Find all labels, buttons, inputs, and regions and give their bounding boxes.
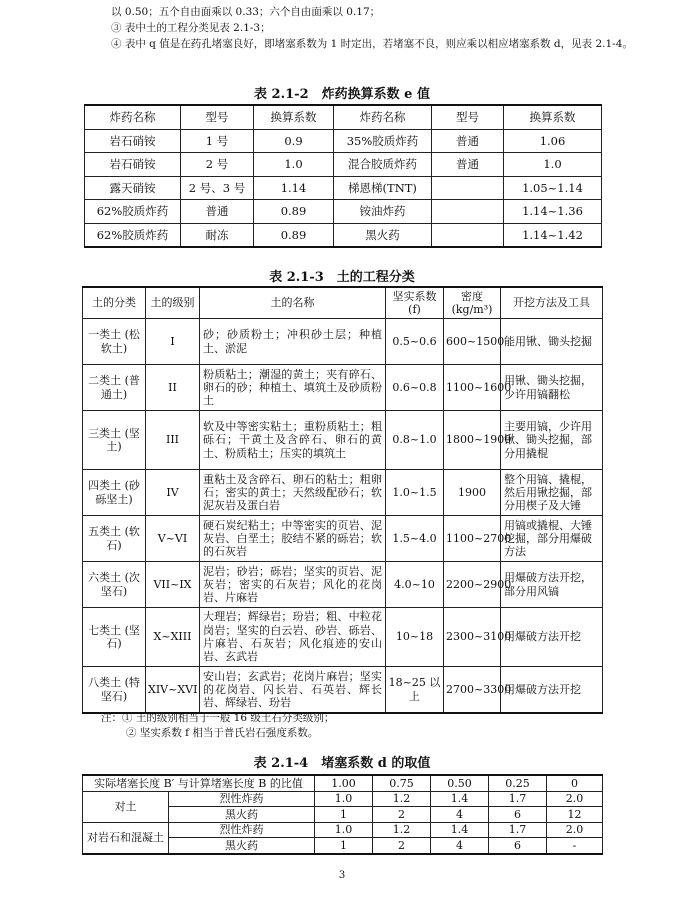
- table-cell: 三类土 (坚土): [83, 411, 146, 470]
- table-row: [83, 822, 603, 838]
- table-2-1-3-note-1: 注：① 土的级别相当于一般 16 级土石分类级别；: [101, 712, 335, 724]
- table-cell: 1800~1900: [444, 411, 501, 470]
- table-2-1-3-note-2: ② 坚实系数 f 相当于普氏岩石强度系数。: [126, 727, 319, 739]
- table-cell: 四类土 (砂砾坚土): [83, 470, 146, 516]
- table-cell: 能用锹、锄头挖掘: [501, 319, 603, 365]
- table-cell: 2: [373, 807, 431, 823]
- table-cell: 1.5~4.0: [386, 516, 444, 562]
- table-cell: 1.05~1.14: [504, 176, 602, 200]
- column-header: 开挖方法及工具: [501, 287, 603, 319]
- table-row: [83, 365, 603, 411]
- table-cell: II: [146, 365, 200, 411]
- table-row: [85, 129, 602, 153]
- table-cell: [432, 223, 504, 247]
- table-row: [85, 153, 602, 177]
- ratio-header: 0: [547, 775, 603, 791]
- table-cell: 梯恩梯(TNT): [334, 176, 432, 200]
- table-header-row: [83, 775, 603, 791]
- table-cell: 黑火药: [334, 223, 432, 247]
- table-cell: 10~18: [386, 608, 444, 667]
- table-cell: 0.89: [254, 200, 334, 224]
- table-cell: 1.7: [489, 822, 547, 838]
- table-cell: 粉质粘土；潮湿的黄土；夹有碎石、卵石的砂；种植土、填筑土及砂质粉土: [200, 365, 386, 411]
- table-cell: 普通: [432, 153, 504, 177]
- column-header: 密度 (kg/m³): [444, 287, 501, 319]
- table-cell: VII~IX: [146, 562, 200, 608]
- table-header-row: [83, 287, 603, 319]
- table-cell: 用爆破方法开挖，部分用风镐: [501, 562, 603, 608]
- table-cell: 大理岩；辉绿岩；玢岩；粗、中粒花岗岩；坚实的白云岩、砂岩、砾岩、片麻岩、石灰岩；风化痕迹的安山岩、玄武岩: [200, 608, 386, 667]
- table-row: [83, 319, 603, 365]
- table-header-row: [85, 105, 602, 129]
- table-cell: 1.14: [254, 176, 334, 200]
- table-cell: 1100~2700: [444, 516, 501, 562]
- table-cell: [432, 176, 504, 200]
- ratio-header: 0.75: [373, 775, 431, 791]
- table-cell: 1.2: [373, 822, 431, 838]
- table-cell: 用镐或撬棍、大锤挖掘，部分用爆破方法: [501, 516, 603, 562]
- table-cell: 0.9: [254, 129, 334, 153]
- table-cell: V~VI: [146, 516, 200, 562]
- table-cell: 12: [547, 807, 603, 823]
- ratio-header: 1.00: [315, 775, 373, 791]
- table-cell: 2300~3100: [444, 608, 501, 667]
- column-header: 炸药名称: [334, 105, 432, 129]
- column-header: 土的分类: [83, 287, 146, 319]
- stemming-coefficient-table: [82, 774, 603, 855]
- table-row: [83, 470, 603, 516]
- table-cell: 2200~2900: [444, 562, 501, 608]
- table-cell: XIV~XVI: [146, 667, 200, 714]
- table-cell: 0.8~1.0: [386, 411, 444, 470]
- table-cell: 八类土 (特坚石): [83, 667, 146, 714]
- ratio-header: 0.50: [431, 775, 489, 791]
- table-cell: 铵油炸药: [334, 200, 432, 224]
- table-cell: 4.0~10: [386, 562, 444, 608]
- table-cell: 1.4: [431, 791, 489, 807]
- table-cell: 软及中等密实粘土；重粉质粘土；粗砾石；干黄土及含碎石、卵石的黄土、粉质粘土；压实的填筑土: [200, 411, 386, 470]
- table-2-1-4-caption: 表 2.1-4 堵塞系数 d 的取值: [253, 756, 431, 771]
- table-cell: 1.7: [489, 791, 547, 807]
- table-cell: 砂；砂质粉土；冲积砂土层；种植土、淤泥: [200, 319, 386, 365]
- table-cell: 重粘土及含碎石、卵石的粘土；粗卵石；密实的黄土；天然级配砂石；软泥灰岩及蛋白岩: [200, 470, 386, 516]
- explosive-type: 黑火药: [169, 807, 315, 823]
- table-row: [83, 516, 603, 562]
- table-cell: 用爆破方法开挖: [501, 667, 603, 714]
- column-header: 土的名称: [200, 287, 386, 319]
- soil-classification-table: [82, 286, 603, 714]
- explosive-type: 烈性炸药: [169, 791, 315, 807]
- table-cell: 1900: [444, 470, 501, 516]
- table-cell: 1.14~1.36: [504, 200, 602, 224]
- table-row: [85, 176, 602, 200]
- table-cell: 0.89: [254, 223, 334, 247]
- table-cell: 1.06: [504, 129, 602, 153]
- column-header: 换算系数: [504, 105, 602, 129]
- table-2-1-2-caption: 表 2.1-2 炸药换算系数 e 值: [254, 87, 430, 102]
- table-cell: X~XIII: [146, 608, 200, 667]
- table-cell: 6: [489, 807, 547, 823]
- table-row: [83, 667, 603, 714]
- table-cell: 4: [431, 838, 489, 854]
- table-cell: 主要用镐，少许用锹、锄头挖掘，部分用撬棍: [501, 411, 603, 470]
- table-cell: 硬石炭纪粘土；中等密实的页岩、泥灰岩、白垩土；胶结不紧的砾岩；软的石灰岩: [200, 516, 386, 562]
- ratio-header: 0.25: [489, 775, 547, 791]
- table-cell: 2700~3300: [444, 667, 501, 714]
- table-cell: 0.5~0.6: [386, 319, 444, 365]
- column-header: 炸药名称: [85, 105, 181, 129]
- table-cell: 600~1500: [444, 319, 501, 365]
- table-cell: 岩石硝铵: [85, 129, 181, 153]
- table-cell: 62%胶质炸药: [85, 223, 181, 247]
- table-cell: 35%胶质炸药: [334, 129, 432, 153]
- group-label: 对土: [83, 791, 169, 822]
- table-cell: 1.0: [315, 791, 373, 807]
- table-row: [85, 200, 602, 224]
- table-row: [83, 791, 603, 807]
- table-row: [83, 562, 603, 608]
- table-cell: 18~25 以上: [386, 667, 444, 714]
- table-cell: IV: [146, 470, 200, 516]
- intro-note-2: ③ 表中土的工程分类见表 2.1-3；: [111, 22, 271, 34]
- table-row: [83, 608, 603, 667]
- table-cell: 混合胶质炸药: [334, 153, 432, 177]
- intro-note-3: ④ 表中 q 值是在药孔堵塞良好，即堵塞系数为 1 时定出，若堵塞不良，则应乘以相应堵塞系数 d，见表 2.1-4。: [111, 38, 633, 50]
- table-cell: 1100~1600: [444, 365, 501, 411]
- table-cell: 2: [373, 838, 431, 854]
- table-cell: 整个用镐、撬棍，然后用锹挖掘，部分用楔子及大锤: [501, 470, 603, 516]
- table-cell: 4: [431, 807, 489, 823]
- intro-note-1: 以 0.50；五个自由面乘以 0.33；六个自由面乘以 0.17；: [111, 6, 381, 18]
- table-cell: 62%胶质炸药: [85, 200, 181, 224]
- table-cell: III: [146, 411, 200, 470]
- column-header: 型号: [181, 105, 254, 129]
- column-header: 土的级别: [146, 287, 200, 319]
- table-cell: 1: [315, 838, 373, 854]
- table-cell: 岩石硝铵: [85, 153, 181, 177]
- table-cell: 耐冻: [181, 223, 254, 247]
- table-cell: 1 号: [181, 129, 254, 153]
- table-cell: 2 号: [181, 153, 254, 177]
- column-header: 型号: [432, 105, 504, 129]
- explosive-type: 烈性炸药: [169, 822, 315, 838]
- page-number: 3: [338, 870, 346, 881]
- table-cell: 七类土 (坚石): [83, 608, 146, 667]
- table-cell: 泥岩；砂岩；砾岩；坚实的页岩、泥灰岩；密实的石灰岩；风化的花岗岩、片麻岩: [200, 562, 386, 608]
- table-cell: 五类土 (软石): [83, 516, 146, 562]
- table-cell: 1.0~1.5: [386, 470, 444, 516]
- explosive-type: 黑火药: [169, 838, 315, 854]
- table-cell: 0.6~0.8: [386, 365, 444, 411]
- column-header: 坚实系数 (f): [386, 287, 444, 319]
- table-2-1-3-caption: 表 2.1-3 土的工程分类: [269, 270, 415, 285]
- table-row: [83, 411, 603, 470]
- ratio-header-label: 实际堵塞长度 B′ 与计算堵塞长度 B 的比值: [83, 775, 315, 791]
- explosive-coefficient-table: [84, 104, 602, 248]
- table-cell: 普通: [181, 200, 254, 224]
- table-cell: 六类土 (次坚石): [83, 562, 146, 608]
- table-cell: 用锹、锄头挖掘，少许用镐翻松: [501, 365, 603, 411]
- table-cell: 2 号、3 号: [181, 176, 254, 200]
- table-cell: -: [547, 838, 603, 854]
- table-cell: 1.4: [431, 822, 489, 838]
- table-cell: 露天硝铵: [85, 176, 181, 200]
- table-cell: 1.0: [254, 153, 334, 177]
- table-cell: 1: [315, 807, 373, 823]
- table-cell: 普通: [432, 129, 504, 153]
- table-cell: 1.0: [315, 822, 373, 838]
- table-cell: 6: [489, 838, 547, 854]
- column-header: 换算系数: [254, 105, 334, 129]
- table-cell: 2.0: [547, 822, 603, 838]
- table-cell: [432, 200, 504, 224]
- group-label: 对岩石和混凝土: [83, 822, 169, 854]
- table-row: [85, 223, 602, 247]
- table-cell: 安山岩；玄武岩；花岗片麻岩；坚实的花岗岩、闪长岩、石英岩、辉长岩、辉绿岩、玢岩: [200, 667, 386, 714]
- table-cell: 一类土 (松软土): [83, 319, 146, 365]
- table-cell: 1.14~1.42: [504, 223, 602, 247]
- table-cell: I: [146, 319, 200, 365]
- table-cell: 用爆破方法开挖: [501, 608, 603, 667]
- table-cell: 1.0: [504, 153, 602, 177]
- table-cell: 二类土 (普通土): [83, 365, 146, 411]
- table-cell: 1.2: [373, 791, 431, 807]
- table-cell: 2.0: [547, 791, 603, 807]
